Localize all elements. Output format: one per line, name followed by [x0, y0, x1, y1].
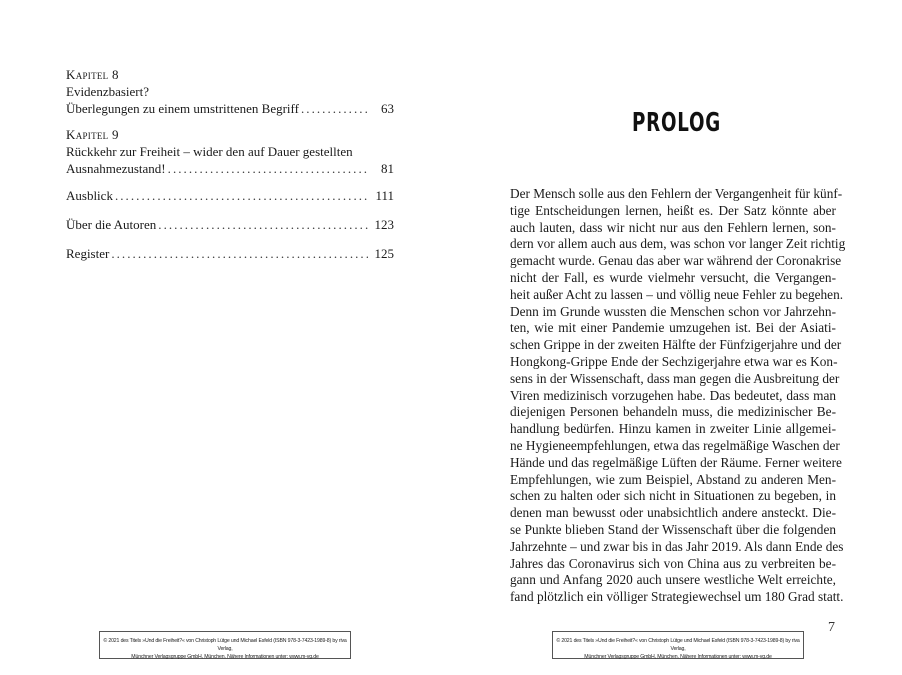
toc-entry-ausblick[interactable]	[66, 187, 394, 204]
toc-entry-kapitel-8[interactable]	[66, 66, 394, 117]
body-line: fand plötzlich ein völliger Strategiewechsel um 180 Grad statt.	[510, 589, 844, 605]
copyright-footer	[552, 631, 804, 659]
body-line: se Punkte blieben Stand der Wissenschaft über die folgenden	[510, 521, 836, 537]
page-ref: 111	[375, 188, 394, 203]
page-ref: 125	[374, 246, 394, 261]
body-line: Hände und das regelmäßige Lüften der Räume. Ferner weitere	[510, 454, 842, 470]
body-line: auch lauten, dass wir nicht nur aus den Fehlern lernen, son-	[510, 219, 836, 235]
body-line: gemacht wurde. Genau das aber war während der Coronakrise	[510, 253, 842, 269]
dot-leader	[115, 187, 368, 204]
copyright-line-1: © 2021 des Titels »Und die Freiheit?« von Christoph Lütge und Michael Esfeld (ISBN 978-3-7423-1989-8) by riva Verlag,	[556, 638, 800, 652]
body-line: ne Hygieneempfehlungen, etwa das regelmäßige Waschen der	[510, 437, 840, 453]
body-line: tige Entscheidungen lernen, heißt es. Der Satz könnte aber	[510, 202, 836, 218]
body-line: nicht der Fall, es wurde vielmehr versucht, die Vergangen-	[510, 269, 836, 285]
chapter-subtitle: Überlegungen zu einem umstrittenen Begriff	[66, 101, 299, 116]
chapter-title-cont: Ausnahmezustand!	[66, 161, 166, 176]
body-line: Viren medizinisch vorzugehen habe. Das bedeutet, dass man	[510, 387, 836, 403]
body-line: handlung bedürfen. Hinzu kamen in zweiter Linie allgemei-	[510, 421, 836, 437]
dot-leader	[111, 245, 368, 262]
page-ref: 63	[381, 101, 394, 116]
body-line: Denn im Grunde wussten die Menschen schon vor Jahrzehn-	[510, 303, 836, 319]
body-line: denen man bewusst oder unabsichtlich andere ansteckt. Die-	[510, 505, 836, 521]
copyright-footer	[99, 631, 351, 659]
entry-label: Register	[66, 246, 110, 261]
body-text	[510, 186, 846, 606]
body-line: dern vor allem auch aus dem, was schon vor langer Zeit richtig	[510, 236, 846, 252]
toc-entry-autoren[interactable]	[66, 216, 394, 233]
toc-entry-kapitel-9[interactable]	[66, 126, 394, 177]
body-line: Der Mensch solle aus den Fehlern der Vergangenheit für künf-	[510, 186, 843, 201]
body-line: Jahrzehnte – und zwar bis in das Jahr 2019. Als dann Ende des	[510, 538, 844, 554]
toc-entry-register[interactable]	[66, 245, 394, 262]
chapter-label: Kapitel 8	[66, 67, 119, 82]
entry-label: Ausblick	[66, 188, 113, 203]
copyright-line-2: Münchner Verlagsgruppe GmbH, München. Nähere Informationen unter: www.m-vg.de	[131, 654, 319, 660]
body-line: Jahres das Coronavirus sich von China aus zu verbreiten be-	[510, 555, 836, 571]
dot-leader	[168, 160, 368, 177]
body-line: schen Grippe in der zweiten Hälfte der Fünfzigerjahre und der	[510, 337, 842, 353]
body-line: sens in der Wissenschaft, dass man gegen die Ausbreitung der	[510, 370, 840, 386]
chapter-heading: PROLOG	[632, 108, 721, 138]
dot-leader	[158, 216, 368, 233]
copyright-line-2: Münchner Verlagsgruppe GmbH, München. Nähere Informationen unter: www.m-vg.de	[584, 654, 772, 660]
page-ref: 81	[381, 161, 394, 176]
body-line: Empfehlungen, wie zum Beispiel, Abstand zu anderen Men-	[510, 471, 836, 487]
page-number: 7	[828, 620, 835, 635]
chapter-title: Evidenzbasiert?	[66, 84, 150, 99]
body-line: heit außer Acht zu lassen – und völlig neue Fehler zu begehen.	[510, 286, 844, 302]
copyright-line-1: © 2021 des Titels »Und die Freiheit?« von Christoph Lütge und Michael Esfeld (ISBN 978-3-7423-1989-8) by riva Verlag,	[103, 638, 347, 652]
body-line: diejenigen Personen behandeln muss, die medizinischer Be-	[510, 404, 836, 420]
table-of-contents	[66, 66, 394, 274]
chapter-title: Rückkehr zur Freiheit – wider den auf Dauer gestellten	[66, 144, 353, 159]
right-page	[451, 0, 902, 675]
entry-label: Über die Autoren	[66, 217, 157, 232]
body-line: ten, wie mit einer Pandemie umzugehen ist. Bei der Asiati-	[510, 320, 836, 336]
body-line: gann und Anfang 2020 auch unsere westliche Welt erreichte,	[510, 572, 836, 588]
dot-leader	[301, 100, 368, 117]
page-ref: 123	[374, 217, 394, 232]
body-line: Hongkong-Grippe Ende der Sechzigerjahre etwa war es Kon-	[510, 353, 838, 369]
body-line: schen zu halten oder sich nicht in Situationen zu begeben, in	[510, 488, 836, 504]
chapter-label: Kapitel 9	[66, 127, 119, 142]
